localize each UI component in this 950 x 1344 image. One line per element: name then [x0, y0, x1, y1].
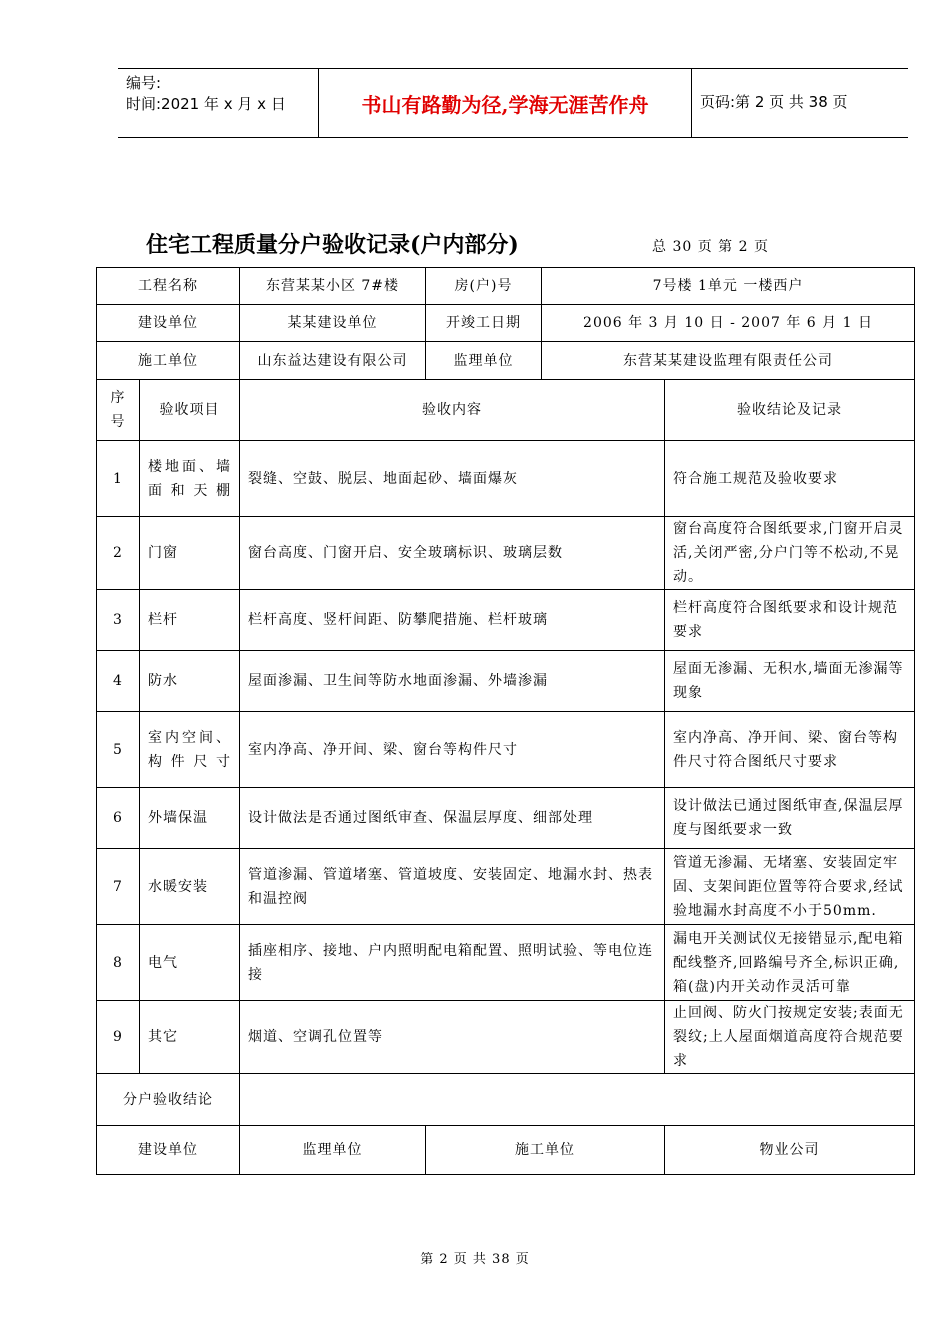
- contractor-value: 山东益达建设有限公司: [240, 342, 426, 380]
- table-row: [97, 517, 915, 590]
- row-item: 水暖安装: [140, 849, 240, 925]
- row-number: 8: [97, 925, 140, 1001]
- project-name-value: 东营某某小区 7#楼: [240, 268, 426, 305]
- row-number: 3: [97, 590, 140, 651]
- row-result: 窗台高度符合图纸要求,门窗开启灵活,关闭严密,分户门等不松动,不晃动。: [665, 517, 915, 590]
- row-number: 9: [97, 1001, 140, 1074]
- row-content: 栏杆高度、竖杆间距、防攀爬措施、栏杆玻璃: [240, 590, 665, 651]
- row-content: 屋面渗漏、卫生间等防水地面渗漏、外墙渗漏: [240, 651, 665, 712]
- document-number-label: 编号:: [126, 74, 162, 92]
- row-result: 室内净高、净开间、梁、窗台等构件尺寸符合图纸尺寸要求: [665, 712, 915, 788]
- document-title: 住宅工程质量分户验收记录(户内部分): [146, 232, 519, 258]
- row-result: 管道无渗漏、无堵塞、安装固定牢固、支架间距位置等符合要求,经试验地漏水封高度不小于50mm.: [665, 849, 915, 925]
- info-row-builder: [97, 305, 915, 342]
- project-name-label: 工程名称: [97, 268, 240, 305]
- conclusion-row: [97, 1074, 915, 1126]
- row-item: 外墙保温: [140, 788, 240, 849]
- signature-builder: 建设单位: [97, 1126, 240, 1175]
- row-content: 管道渗漏、管道堵塞、管道坡度、安装固定、地漏水封、热表和温控阀: [240, 849, 665, 925]
- table-row: [97, 1001, 915, 1074]
- conclusion-value: [240, 1074, 915, 1126]
- header-motto: 书山有路勤为径,学海无涯苦作舟: [318, 69, 692, 137]
- row-content: 设计做法是否通过图纸审查、保温层厚度、细部处理: [240, 788, 665, 849]
- column-header-seq: 序号: [97, 380, 140, 441]
- row-item: 其它: [140, 1001, 240, 1074]
- info-row-contractor: [97, 342, 915, 380]
- row-result: 符合施工规范及验收要求: [665, 441, 915, 517]
- dates-value: 2006 年 3 月 10 日 - 2007 年 6 月 1 日: [542, 305, 915, 342]
- header-page-number: 页码:第 2 页 共 38 页: [700, 93, 848, 111]
- table-row: [97, 590, 915, 651]
- supervisor-value: 东营某某建设监理有限责任公司: [542, 342, 915, 380]
- row-item: 栏杆: [140, 590, 240, 651]
- contractor-label: 施工单位: [97, 342, 240, 380]
- row-result: 止回阀、防火门按规定安装;表面无裂纹;上人屋面烟道高度符合规范要求: [665, 1001, 915, 1074]
- row-result: 栏杆高度符合图纸要求和设计规范要求: [665, 590, 915, 651]
- row-item: 防水: [140, 651, 240, 712]
- row-number: 4: [97, 651, 140, 712]
- document-page-count: 总 30 页 第 2 页: [652, 239, 769, 255]
- header-meta: [118, 69, 318, 137]
- row-number: 2: [97, 517, 140, 590]
- row-number: 1: [97, 441, 140, 517]
- column-header-conclusion: 验收结论及记录: [665, 380, 915, 441]
- signature-supervisor: 监理单位: [240, 1126, 426, 1175]
- row-item: 室内空间、构件尺寸: [140, 712, 240, 788]
- row-item: 电气: [140, 925, 240, 1001]
- table-row: [97, 651, 915, 712]
- row-content: 烟道、空调孔位置等: [240, 1001, 665, 1074]
- page-footer: 第 2 页 共 38 页: [420, 1252, 530, 1267]
- signature-property: 物业公司: [665, 1126, 915, 1175]
- document-time: 时间:2021 年 x 月 x 日: [126, 95, 286, 113]
- table-row: [97, 925, 915, 1001]
- row-item: 楼地面、墙面和天棚: [140, 441, 240, 517]
- row-content: 室内净高、净开间、梁、窗台等构件尺寸: [240, 712, 665, 788]
- page-header: [118, 68, 908, 138]
- row-number: 6: [97, 788, 140, 849]
- inspection-record-table: [96, 267, 915, 1175]
- row-result: 屋面无渗漏、无积水,墙面无渗漏等现象: [665, 651, 915, 712]
- builder-label: 建设单位: [97, 305, 240, 342]
- table-row: [97, 712, 915, 788]
- row-number: 5: [97, 712, 140, 788]
- column-header-row: [97, 380, 915, 441]
- row-item: 门窗: [140, 517, 240, 590]
- table-row: [97, 788, 915, 849]
- row-content: 插座相序、接地、户内照明配电箱配置、照明试验、等电位连接: [240, 925, 665, 1001]
- table-row: [97, 849, 915, 925]
- row-content: 裂缝、空鼓、脱层、地面起砂、墙面爆灰: [240, 441, 665, 517]
- house-number-label: 房(户)号: [426, 268, 542, 305]
- row-result: 设计做法已通过图纸审查,保温层厚度与图纸要求一致: [665, 788, 915, 849]
- column-header-item: 验收项目: [140, 380, 240, 441]
- info-row-project: [97, 268, 915, 305]
- conclusion-label: 分户验收结论: [97, 1074, 240, 1126]
- row-result: 漏电开关测试仪无接错显示,配电箱配线整齐,回路编号齐全,标识正确,箱(盘)内开关动作灵活可靠: [665, 925, 915, 1001]
- row-content: 窗台高度、门窗开启、安全玻璃标识、玻璃层数: [240, 517, 665, 590]
- column-header-content: 验收内容: [240, 380, 665, 441]
- signature-row: [97, 1126, 915, 1175]
- row-number: 7: [97, 849, 140, 925]
- table-row: [97, 441, 915, 517]
- house-number-value: 7号楼 1单元 一楼西户: [542, 268, 915, 305]
- dates-label: 开竣工日期: [426, 305, 542, 342]
- supervisor-label: 监理单位: [426, 342, 542, 380]
- signature-contractor: 施工单位: [426, 1126, 665, 1175]
- builder-value: 某某建设单位: [240, 305, 426, 342]
